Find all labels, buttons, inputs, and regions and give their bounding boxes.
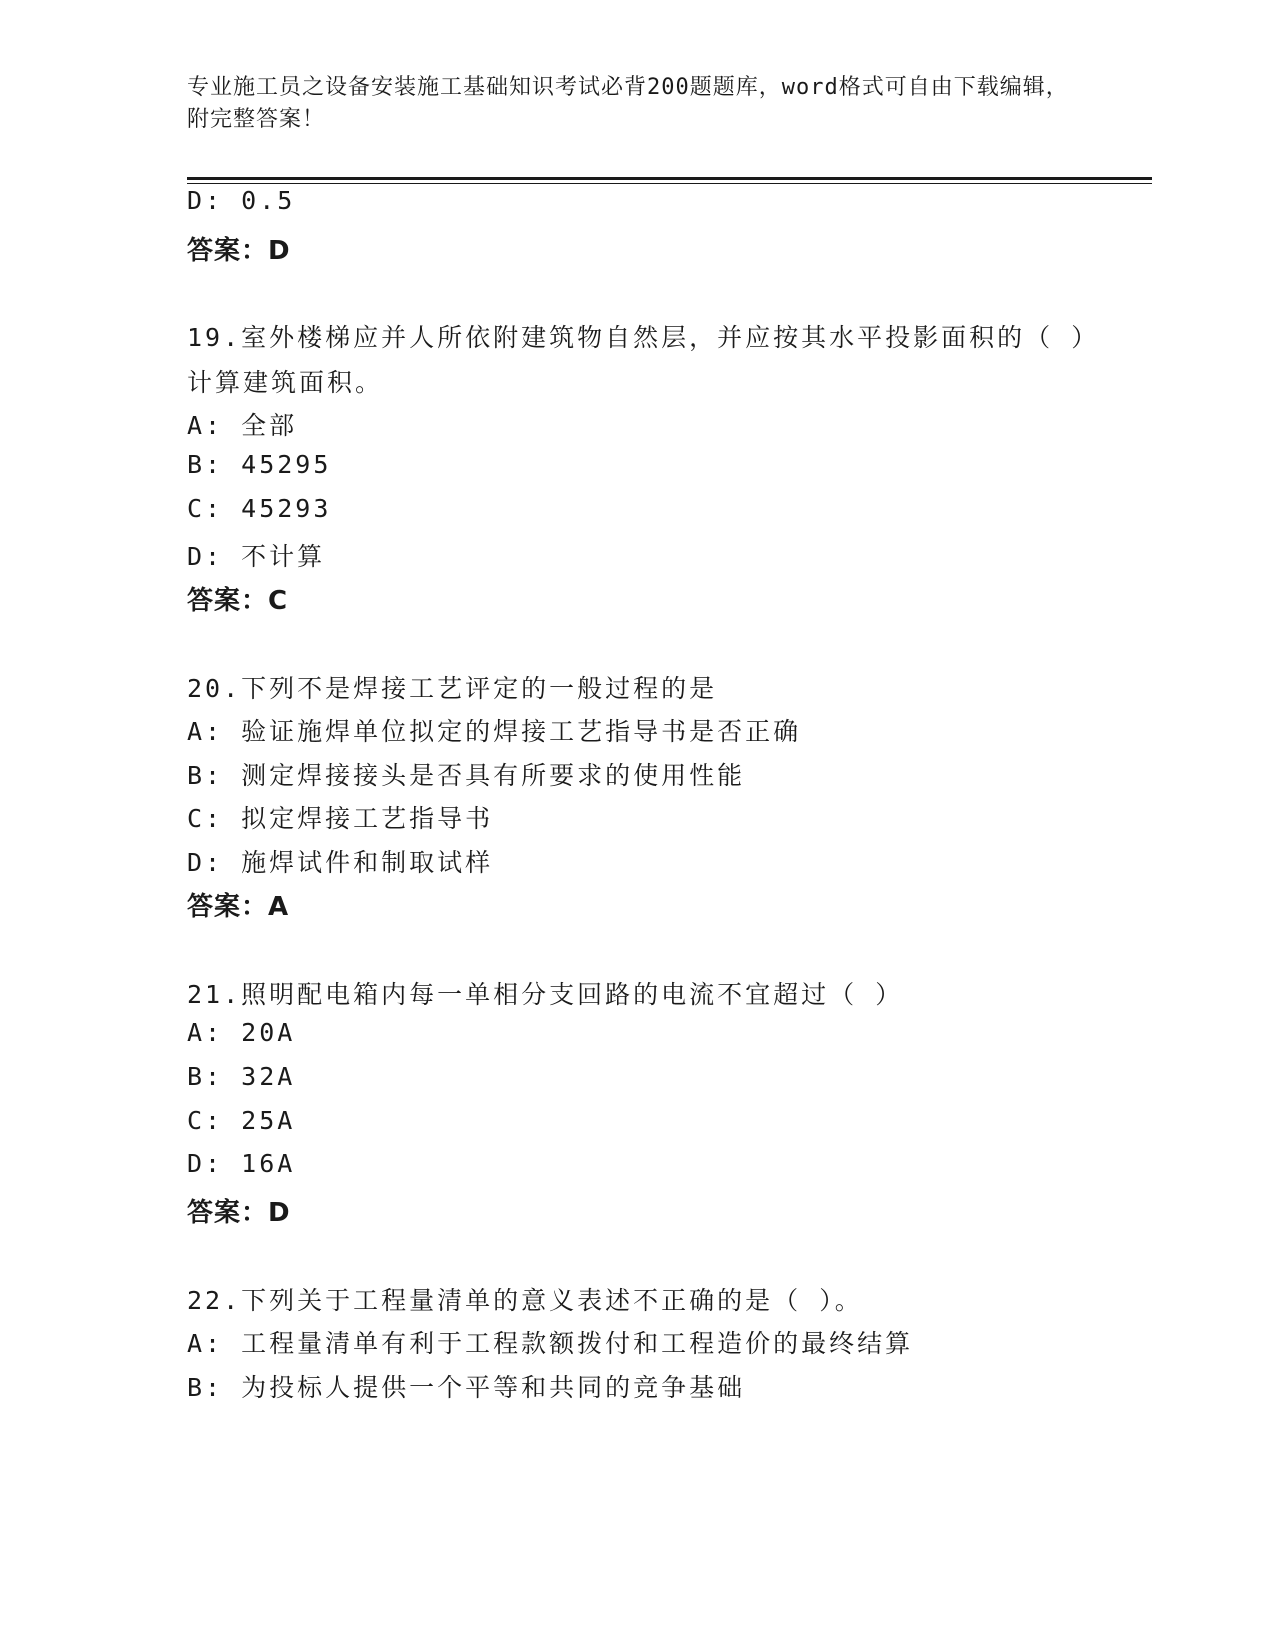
q19-option-c: C: 45293 <box>187 494 332 523</box>
q19-answer: 答案：C <box>187 586 289 616</box>
q21-answer: 答案：D <box>187 1198 291 1228</box>
q21-option-d: D: 16A <box>187 1149 296 1178</box>
q19-option-d: D: 不计算 <box>187 542 326 571</box>
q18-option-d: D: 0.5 <box>187 186 296 215</box>
q21-option-b: B: 32A <box>187 1062 296 1091</box>
q20-answer: 答案：A <box>187 892 290 922</box>
q19-option-b: B: 45295 <box>187 450 332 479</box>
q21-option-a: A: 20A <box>187 1018 296 1047</box>
q20-question: 20.下列不是焊接工艺评定的一般过程的是 <box>187 674 718 703</box>
header-divider-thick <box>187 177 1152 180</box>
q21-question: 21.照明配电箱内每一单相分支回路的电流不宜超过（ ） <box>187 980 904 1009</box>
q20-option-c: C: 拟定焊接工艺指导书 <box>187 804 494 833</box>
q19-question: 19.室外楼梯应并人所依附建筑物自然层，并应按其水平投影面积的（ ）计算建筑面积。 <box>187 323 1087 397</box>
q22-option-b: B: 为投标人提供一个平等和共同的竞争基础 <box>187 1373 746 1402</box>
q20-option-b: B: 测定焊接接头是否具有所要求的使用性能 <box>187 761 746 790</box>
q18-answer: 答案：D <box>187 236 291 266</box>
header-divider-thin <box>187 183 1152 184</box>
q20-option-d: D: 施焊试件和制取试样 <box>187 848 494 877</box>
q19-option-a: A: 全部 <box>187 411 298 440</box>
document-header: 专业施工员之设备安装施工基础知识考试必背200题题库，word格式可自由下载编辑，附完整答案！ <box>187 75 1069 132</box>
q22-option-a: A: 工程量清单有利于工程款额拨付和工程造价的最终结算 <box>187 1329 914 1358</box>
q20-option-a: A: 验证施焊单位拟定的焊接工艺指导书是否正确 <box>187 717 802 746</box>
q21-option-c: C: 25A <box>187 1106 296 1135</box>
q22-question: 22.下列关于工程量清单的意义表述不正确的是（ ）。 <box>187 1286 863 1315</box>
